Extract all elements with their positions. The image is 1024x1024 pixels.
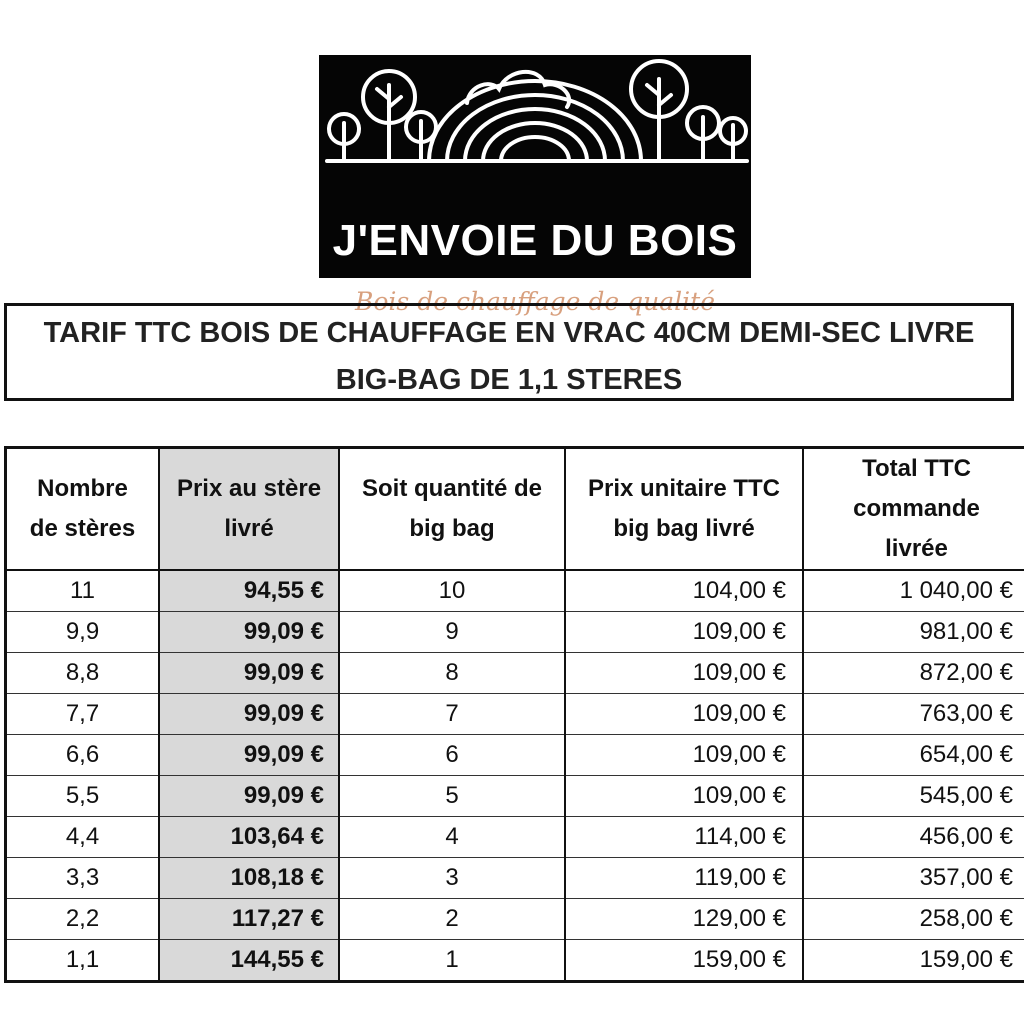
cell-total: 654,00 €	[803, 735, 1024, 776]
header-prix-unitaire: Prix unitaire TTC big bag livré	[565, 448, 803, 571]
cell-steres: 9,9	[6, 612, 160, 653]
table-row	[6, 776, 1024, 817]
cell-prix-stere: 117,27 €	[159, 899, 339, 940]
cell-prix-unitaire: 104,00 €	[565, 570, 803, 612]
table-row	[6, 653, 1024, 694]
table-row	[6, 694, 1024, 735]
cell-big-bags: 2	[339, 899, 565, 940]
cell-steres: 6,6	[6, 735, 160, 776]
table-row	[6, 570, 1024, 612]
cell-total: 872,00 €	[803, 653, 1024, 694]
cell-steres: 7,7	[6, 694, 160, 735]
cell-steres: 2,2	[6, 899, 160, 940]
cell-prix-stere: 99,09 €	[159, 694, 339, 735]
cell-prix-stere: 144,55 €	[159, 940, 339, 982]
cell-total: 545,00 €	[803, 776, 1024, 817]
cell-steres: 11	[6, 570, 160, 612]
cell-steres: 8,8	[6, 653, 160, 694]
cell-big-bags: 9	[339, 612, 565, 653]
price-table	[4, 446, 1024, 983]
cell-big-bags: 6	[339, 735, 565, 776]
cell-steres: 1,1	[6, 940, 160, 982]
trees-and-wood-rings-icon	[319, 55, 751, 220]
cell-prix-unitaire: 114,00 €	[565, 817, 803, 858]
cell-prix-unitaire: 129,00 €	[565, 899, 803, 940]
cell-big-bags: 8	[339, 653, 565, 694]
title-line-2: BIG-BAG DE 1,1 STERES	[335, 364, 683, 396]
table-row	[6, 940, 1024, 982]
table-header-row	[6, 448, 1024, 571]
cell-steres: 3,3	[6, 858, 160, 899]
cell-big-bags: 5	[339, 776, 565, 817]
title-line-1: TARIF TTC BOIS DE CHAUFFAGE EN VRAC 40CM DEMI-SEC LIVRE	[43, 317, 975, 349]
cell-big-bags: 10	[339, 570, 565, 612]
cell-prix-unitaire: 109,00 €	[565, 694, 803, 735]
header-prix-au-stere: Prix au stère livré	[159, 448, 339, 571]
cell-total: 763,00 €	[803, 694, 1024, 735]
table-row	[6, 899, 1024, 940]
cell-big-bags: 1	[339, 940, 565, 982]
cell-big-bags: 7	[339, 694, 565, 735]
cell-total: 159,00 €	[803, 940, 1024, 982]
header-total-ttc: Total TTC commande livrée	[803, 448, 1024, 571]
cell-total: 456,00 €	[803, 817, 1024, 858]
cell-prix-unitaire: 109,00 €	[565, 653, 803, 694]
cell-total: 357,00 €	[803, 858, 1024, 899]
cell-big-bags: 4	[339, 817, 565, 858]
header-quantite-big-bag: Soit quantité de big bag	[339, 448, 565, 571]
cell-total: 258,00 €	[803, 899, 1024, 940]
cell-prix-stere: 94,55 €	[159, 570, 339, 612]
cell-prix-stere: 108,18 €	[159, 858, 339, 899]
logo-brand-name: J'ENVOIE DU BOIS	[332, 216, 738, 265]
cell-total: 981,00 €	[803, 612, 1024, 653]
cell-prix-stere: 99,09 €	[159, 735, 339, 776]
header-nombre-steres: Nombre de stères	[6, 448, 160, 571]
cell-prix-stere: 99,09 €	[159, 776, 339, 817]
cell-prix-unitaire: 159,00 €	[565, 940, 803, 982]
brand-logo	[319, 55, 751, 316]
cell-total: 1 040,00 €	[803, 570, 1024, 612]
table-row	[6, 735, 1024, 776]
table-row	[6, 612, 1024, 653]
cell-prix-unitaire: 109,00 €	[565, 776, 803, 817]
cell-prix-stere: 99,09 €	[159, 612, 339, 653]
logo-tagline: Bois de chauffage de qualité	[355, 287, 715, 316]
table-row	[6, 817, 1024, 858]
table-row	[6, 858, 1024, 899]
cell-prix-stere: 103,64 €	[159, 817, 339, 858]
cell-prix-stere: 99,09 €	[159, 653, 339, 694]
cell-steres: 5,5	[6, 776, 160, 817]
cell-prix-unitaire: 109,00 €	[565, 735, 803, 776]
cell-big-bags: 3	[339, 858, 565, 899]
price-list-title	[4, 303, 1014, 401]
cell-steres: 4,4	[6, 817, 160, 858]
cell-prix-unitaire: 119,00 €	[565, 858, 803, 899]
cell-prix-unitaire: 109,00 €	[565, 612, 803, 653]
